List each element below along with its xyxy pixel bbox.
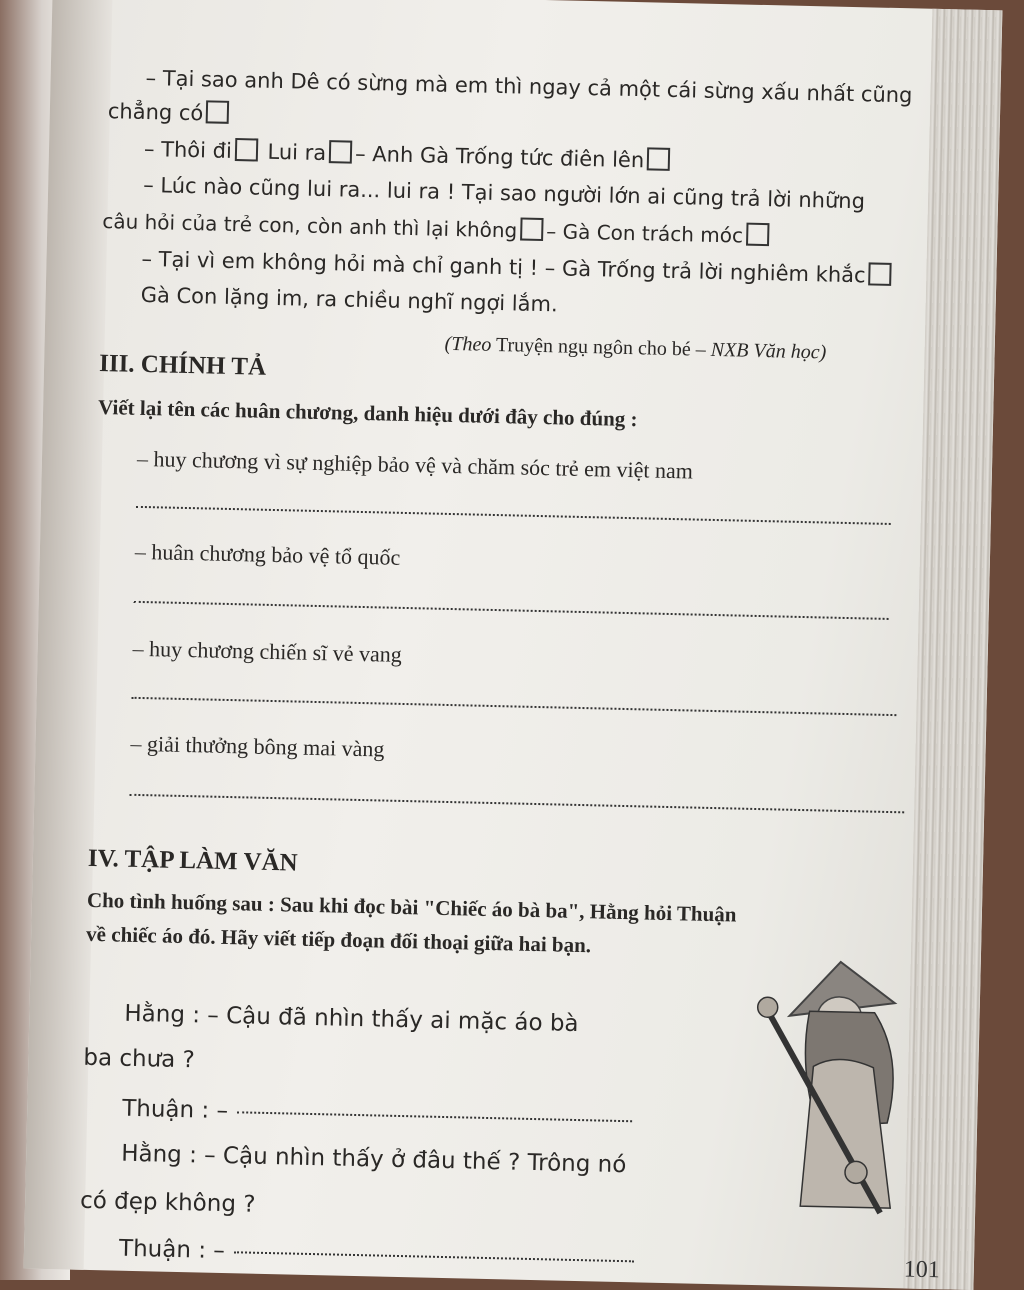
dialogue-line: – Lúc nào cũng lui ra... lui ra ! Tại sao người lớn ai cũng trả lời những xyxy=(142,172,866,214)
answer-line[interactable] xyxy=(234,1251,634,1262)
dialogue-line xyxy=(102,208,772,248)
award-item: – huy chương chiến sĩ vẻ vang xyxy=(132,635,403,667)
book-page xyxy=(24,0,1003,1290)
dialogue-question: có đẹp không ? xyxy=(79,1187,256,1218)
dialogue-text: – Gà Con trách móc xyxy=(546,219,744,248)
dialogue-text: chẳng có xyxy=(107,99,204,126)
answer-box[interactable] xyxy=(329,140,353,164)
dialogue-line xyxy=(144,136,674,173)
source-publisher: – NXB Văn học) xyxy=(695,338,827,364)
answer-line[interactable] xyxy=(134,601,889,620)
dialogue-text: – Tại vì em không hỏi mà chỉ ganh tị ! – Gà Trống trả lời nghiêm khắc xyxy=(141,246,866,288)
answer-box[interactable] xyxy=(647,147,671,171)
answer-box[interactable] xyxy=(235,138,259,162)
dialogue-line xyxy=(141,246,895,288)
answer-box[interactable] xyxy=(206,100,230,124)
answer-line[interactable] xyxy=(237,1111,632,1122)
section-4-instruction: Cho tình huống sau : Sau khi đọc bài "Chiếc áo bà ba", Hằng hỏi Thuận xyxy=(86,887,737,927)
dialogue-line: – Tại sao anh Dê có sừng mà em thì ngay cả một cái sừng xấu nhất cũng xyxy=(145,65,913,108)
dialogue-question: ba chưa ? xyxy=(83,1044,196,1074)
dialogue-question: Hằng : – Cậu đã nhìn thấy ai mặc áo bà xyxy=(124,1000,579,1038)
woman-rowing-illustration xyxy=(715,954,946,1219)
dialogue-text: – Anh Gà Trống tức điên lên xyxy=(354,141,645,173)
answer-box[interactable] xyxy=(520,217,544,241)
page-number: 101 xyxy=(903,1256,941,1284)
dialogue-answer-label: Thuận : – xyxy=(118,1235,226,1265)
section-3-heading: III. CHÍNH TẢ xyxy=(98,349,267,381)
answer-line[interactable] xyxy=(132,697,897,716)
award-item: – huy chương vì sự nghiệp bảo vệ và chăm sóc trẻ em việt nam xyxy=(136,445,694,484)
hand xyxy=(758,997,778,1017)
dialogue-answer-label: Thuận : – xyxy=(121,1095,229,1125)
award-item: – giải thưởng bông mai vàng xyxy=(130,730,385,762)
answer-box[interactable] xyxy=(868,262,892,286)
answer-box[interactable] xyxy=(746,223,770,247)
dialogue-text: – Thôi đi xyxy=(143,136,233,163)
dialogue-line: Gà Con lặng im, ra chiều nghĩ ngợi lắm. xyxy=(140,282,558,317)
source-citation xyxy=(444,333,826,365)
section-4-heading: IV. TẬP LÀM VĂN xyxy=(87,844,298,877)
source-title: Truyện ngụ ngôn cho bé xyxy=(495,333,692,361)
hand xyxy=(845,1161,867,1183)
answer-line[interactable] xyxy=(136,506,891,525)
dialogue-text: Lui ra xyxy=(267,139,327,166)
dialogue-question: Hằng : – Cậu nhìn thấy ở đâu thế ? Trông nó xyxy=(120,1140,627,1179)
dialogue-line xyxy=(108,98,233,126)
section-3-instruction: Viết lại tên các huân chương, danh hiệu dưới đây cho đúng : xyxy=(97,394,638,432)
dialogue-text: câu hỏi của trẻ con, còn anh thì lại không xyxy=(102,209,518,243)
award-item: – huân chương bảo vệ tổ quốc xyxy=(134,538,401,570)
answer-line[interactable] xyxy=(129,794,904,814)
section-4-instruction: về chiếc áo đó. Hãy viết tiếp đoạn đối thoại giữa hai bạn. xyxy=(85,921,592,958)
source-theo: (Theo xyxy=(444,332,492,356)
